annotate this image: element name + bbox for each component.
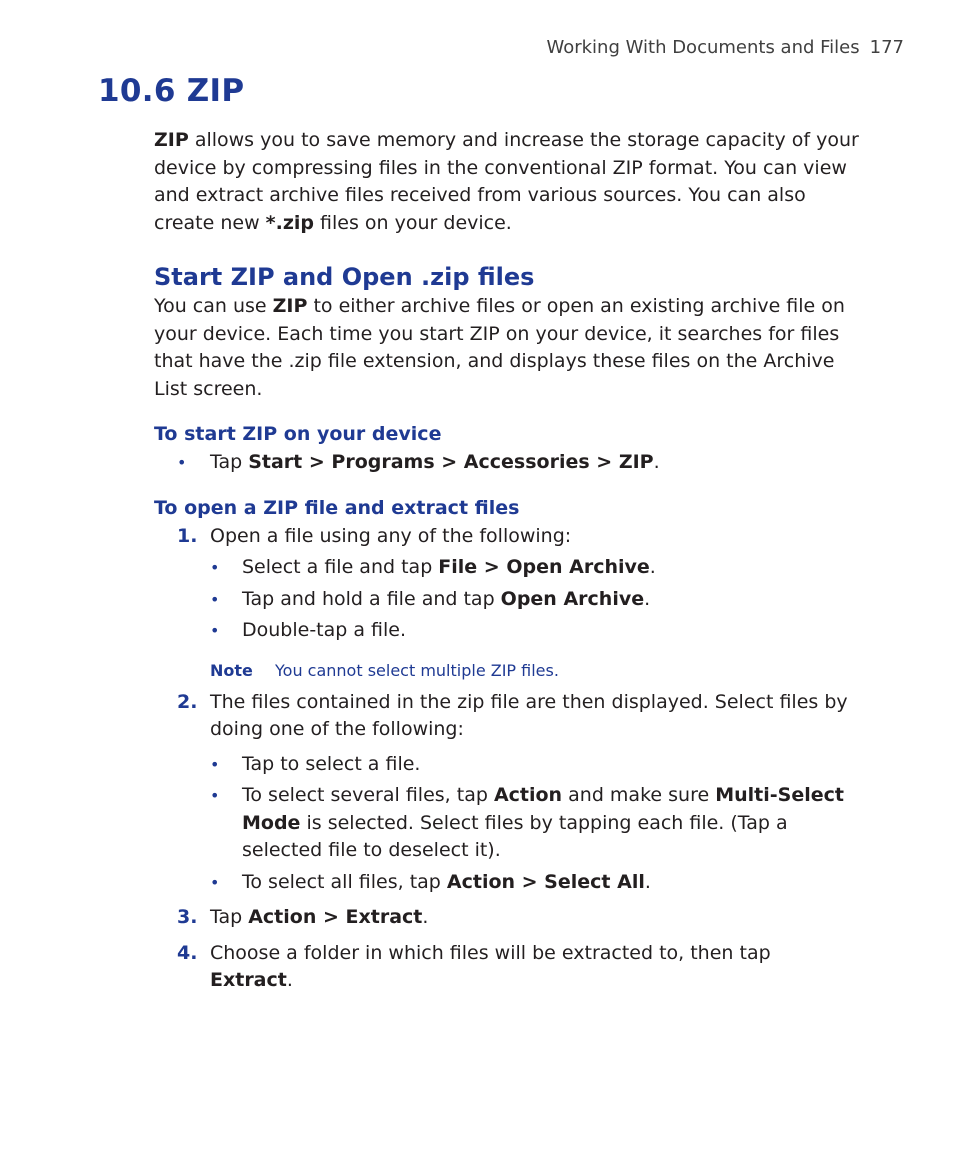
step-1 <box>154 523 859 551</box>
bullet-icon: • <box>210 589 220 609</box>
intro-text-2: files on your device. <box>314 211 512 234</box>
bullet-bold: Multi-Select Mode <box>242 784 844 834</box>
bullet-icon: • <box>210 872 220 892</box>
item-bold: Start > Programs > Accessories > ZIP <box>248 451 654 473</box>
step-2-bullet <box>154 751 859 779</box>
bullet-icon: • <box>177 453 187 472</box>
subsection-text-2: to either archive files or open an existing archive file on your device. Each time you start ZIP on your device, it searches for files that have the .zip file extension, and displays these files on the Archive List screen. <box>154 295 845 400</box>
step-1-bullet <box>154 586 859 614</box>
note-text: You cannot select multiple ZIP files. <box>275 660 559 680</box>
bullet-icon: • <box>210 558 220 577</box>
step-4 <box>154 940 859 995</box>
procedure-start-title: To start ZIP on your device <box>154 423 442 445</box>
bullet-bold: Action > Select All <box>446 870 645 893</box>
step-text: . <box>286 969 293 991</box>
bullet-text: . <box>644 587 651 610</box>
bullet-icon: • <box>210 786 220 805</box>
bullet-text: To select all files, tap <box>242 870 447 893</box>
step-number: 2. <box>177 690 198 713</box>
step-bold: Extract <box>210 969 287 991</box>
note-label: Note <box>210 660 253 680</box>
step-2 <box>154 689 859 744</box>
step-text: . <box>422 906 429 928</box>
section-title: 10.6 ZIP <box>98 73 245 109</box>
step-number: 4. <box>177 941 198 964</box>
subsection-title: Start ZIP and Open .zip files <box>154 263 535 291</box>
item-text: Tap <box>210 451 249 473</box>
bullet-text: Select a file and tap <box>242 556 439 578</box>
step-text: The files contained in the zip file are then displayed. Select files by doing one of the following: <box>210 690 848 740</box>
note <box>154 659 859 683</box>
bullet-text: . <box>644 870 651 893</box>
bullet-text: is selected. Select files by tapping each file. (Tap a selected file to deselect it). <box>242 811 788 861</box>
step-2-bullet <box>154 869 859 897</box>
step-1-bullet <box>154 554 859 582</box>
step-3 <box>154 904 859 932</box>
page-number: 177 <box>869 37 904 58</box>
bullet-icon: • <box>210 621 220 640</box>
step-text: Tap <box>210 906 249 928</box>
step-1-bullet <box>154 617 859 645</box>
step-number: 1. <box>177 524 198 547</box>
step-text: Open a file using any of the following: <box>210 524 572 547</box>
bullet-text: To select several files, tap <box>242 784 494 806</box>
procedure-start-item <box>154 449 859 477</box>
bullet-text: Tap and hold a file and tap <box>242 587 501 610</box>
bullet-bold: Action <box>493 784 563 806</box>
item-text: . <box>653 451 660 473</box>
intro-bold-ext: *.zip <box>265 211 314 234</box>
bullet-text: Tap to select a file. <box>242 752 421 775</box>
bullet-bold: Open Archive <box>500 587 645 610</box>
bullet-text: and make sure <box>562 784 716 806</box>
step-text: Choose a folder in which files will be extracted to, then tap <box>210 941 771 964</box>
page-content <box>154 127 859 995</box>
running-title: Working With Documents and Files <box>546 37 860 58</box>
bullet-bold: File > Open Archive <box>438 556 650 578</box>
step-number: 3. <box>177 906 198 928</box>
running-header <box>546 37 904 58</box>
intro-text-1: allows you to save memory and increase the storage capacity of your device by compressing files in the conventional ZIP format. You can view and extract archive files received from various sources. You can also create new <box>154 129 859 234</box>
bullet-text: Double-tap a file. <box>242 619 407 641</box>
bullet-icon: • <box>210 754 220 774</box>
intro-bold-zip: ZIP <box>154 129 189 151</box>
procedure-open-title: To open a ZIP file and extract files <box>154 496 520 519</box>
intro-paragraph <box>154 127 859 237</box>
subsection-bold-zip: ZIP <box>272 295 308 317</box>
step-2-bullet <box>154 782 859 865</box>
bullet-text: . <box>649 556 656 578</box>
step-bold: Action > Extract <box>248 906 423 928</box>
subsection-paragraph <box>154 293 859 403</box>
subsection-text-1: You can use <box>154 295 273 317</box>
